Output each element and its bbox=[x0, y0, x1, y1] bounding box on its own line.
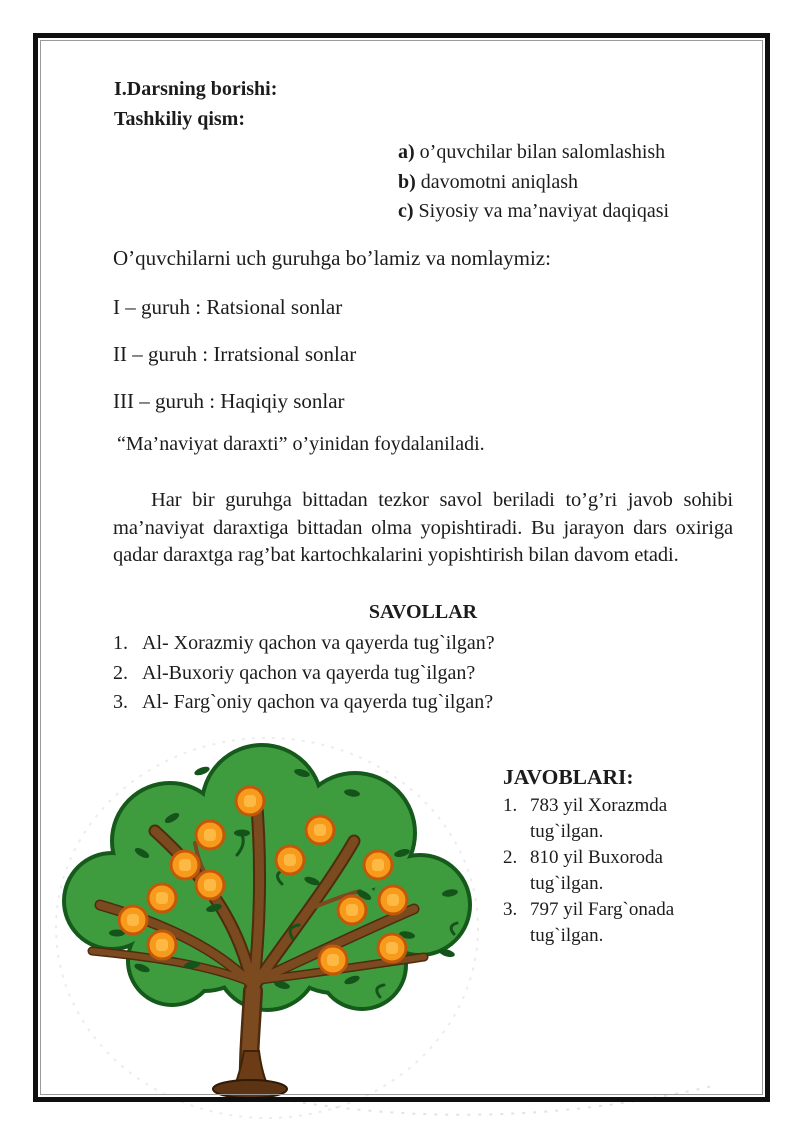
question-row bbox=[113, 629, 495, 659]
ground-mound bbox=[213, 1080, 287, 1098]
item-letter: c) bbox=[398, 200, 414, 222]
groups-intro: O’quvchilarni uch guruhga bo’lamiz va nomlaymiz: bbox=[113, 246, 551, 270]
answer-text: 783 yil Xorazmda tug`ilgan. bbox=[530, 795, 668, 842]
question-text: Al-Buxoriy qachon va qayerda tug`ilgan? bbox=[142, 661, 476, 684]
answer-row bbox=[503, 845, 710, 897]
question-number: 3. bbox=[113, 691, 128, 713]
question-number: 1. bbox=[113, 632, 128, 654]
question-row bbox=[113, 688, 495, 718]
item-letter: b) bbox=[398, 170, 416, 193]
answer-number: 1. bbox=[503, 795, 518, 816]
item-text: davomotni aniqlash bbox=[415, 170, 578, 193]
item-letter: a) bbox=[398, 141, 415, 163]
questions-list bbox=[113, 629, 495, 718]
list-item bbox=[398, 138, 669, 168]
item-text: o’quvchilar bilan salomlashish bbox=[414, 141, 666, 163]
item-text: Siyosiy va ma’naviyat daqiqasi bbox=[413, 200, 670, 222]
group-1: I – guruh : Ratsional sonlar bbox=[113, 295, 343, 319]
instructions-paragraph: Har bir guruhga bittadan tezkor savol beriladi to’g’ri javob sohibi ma’naviyat daraxtiga bittadan olma yopishtiradi. Bu jarayon dars oxiriga qadar daraxtga rag’bat kartochkalarini yopishtirish bilan davom etadi. bbox=[113, 489, 733, 566]
game-note: “Ma’naviyat daraxti” o’yinidan foydalaniladi. bbox=[117, 433, 485, 455]
heading-line-1: I.Darsning borishi: bbox=[114, 78, 278, 100]
question-row bbox=[113, 659, 495, 689]
list-item bbox=[398, 197, 669, 227]
list-item bbox=[398, 168, 669, 198]
answer-number: 3. bbox=[503, 899, 518, 920]
heading-line-2: Tashkiliy qism: bbox=[114, 108, 245, 130]
question-number: 2. bbox=[113, 661, 128, 684]
questions-title: SAVOLLAR bbox=[368, 601, 478, 623]
question-text: Al- Farg`oniy qachon va qayerda tug`ilgan? bbox=[142, 691, 494, 713]
answer-row bbox=[503, 793, 710, 845]
lettered-list bbox=[398, 138, 669, 227]
answer-row bbox=[503, 897, 710, 949]
answer-number: 2. bbox=[503, 847, 518, 868]
answers-block bbox=[503, 765, 710, 949]
question-text: Al- Xorazmiy qachon va qayerda tug`ilgan? bbox=[142, 632, 495, 654]
answer-text: 810 yil Buxoroda tug`ilgan. bbox=[530, 847, 663, 894]
section-heading bbox=[114, 74, 277, 134]
answers-title: JAVOBLARI: bbox=[503, 765, 634, 789]
group-3: III – guruh : Haqiqiy sonlar bbox=[113, 389, 345, 413]
group-2: II – guruh : Irratsional sonlar bbox=[113, 342, 357, 366]
answer-text: 797 yil Farg`onada tug`ilgan. bbox=[530, 899, 675, 946]
